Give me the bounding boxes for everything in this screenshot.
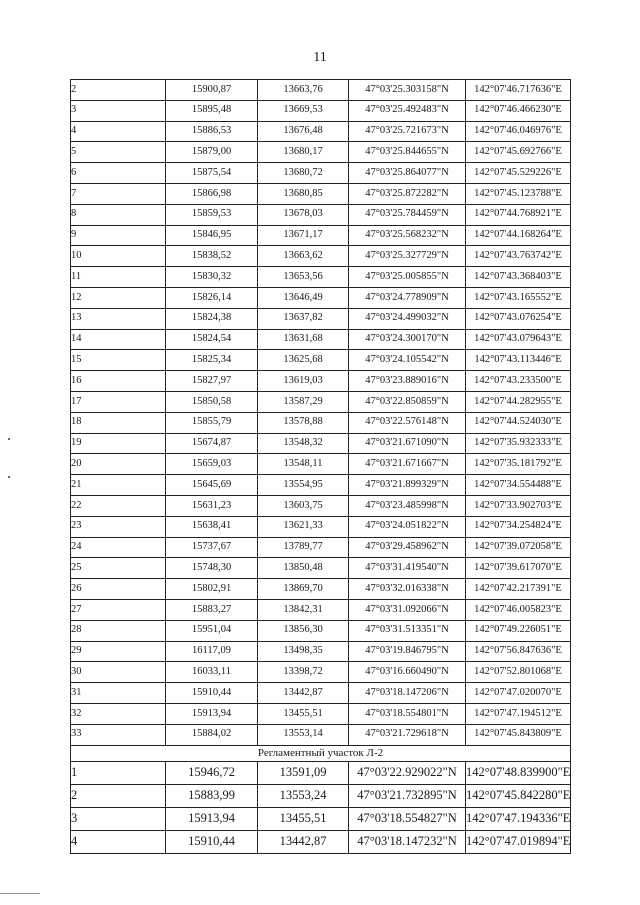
x-coordinate-cell: 15850,58: [166, 391, 258, 412]
latitude-cell: 47°03'25.327729"N: [349, 246, 466, 267]
y-coordinate-cell: 13548,11: [258, 454, 349, 475]
point-number-cell: 2: [71, 80, 166, 101]
longitude-cell: 142°07'39.617070"E: [466, 558, 571, 579]
table-row: [71, 662, 571, 683]
y-coordinate-cell: 13680,72: [258, 163, 349, 184]
point-number-cell: 27: [71, 599, 166, 620]
longitude-cell: 142°07'43.763742"E: [466, 246, 571, 267]
x-coordinate-cell: 15875,54: [166, 163, 258, 184]
x-coordinate-cell: 15946,72: [166, 761, 258, 784]
point-number-cell: 28: [71, 620, 166, 641]
x-coordinate-cell: 15659,03: [166, 454, 258, 475]
longitude-cell: 142°07'34.254824"E: [466, 516, 571, 537]
point-number-cell: 16: [71, 371, 166, 392]
point-number-cell: 23: [71, 516, 166, 537]
x-coordinate-cell: 15886,53: [166, 121, 258, 142]
y-coordinate-cell: 13621,33: [258, 516, 349, 537]
y-coordinate-cell: 13553,24: [258, 784, 349, 807]
margin-dot: [8, 476, 10, 478]
x-coordinate-cell: 15638,41: [166, 516, 258, 537]
longitude-cell: 142°07'39.072058"E: [466, 537, 571, 558]
x-coordinate-cell: 15802,91: [166, 579, 258, 600]
point-number-cell: 11: [71, 267, 166, 288]
point-number-cell: 24: [71, 537, 166, 558]
point-number-cell: 3: [71, 100, 166, 121]
table-row: [71, 475, 571, 496]
y-coordinate-cell: 13587,29: [258, 391, 349, 412]
point-number-cell: 8: [71, 204, 166, 225]
table-row: [71, 204, 571, 225]
x-coordinate-cell: 15855,79: [166, 412, 258, 433]
latitude-cell: 47°03'24.300170"N: [349, 329, 466, 350]
latitude-cell: 47°03'22.850859"N: [349, 391, 466, 412]
x-coordinate-cell: 15913,94: [166, 703, 258, 724]
latitude-cell: 47°03'18.147232"N: [349, 830, 466, 853]
latitude-cell: 47°03'23.485998"N: [349, 495, 466, 516]
x-coordinate-cell: 15631,23: [166, 495, 258, 516]
y-coordinate-cell: 13619,03: [258, 371, 349, 392]
x-coordinate-cell: 15900,87: [166, 80, 258, 101]
latitude-cell: 47°03'31.419540"N: [349, 558, 466, 579]
point-number-cell: 13: [71, 308, 166, 329]
latitude-cell: 47°03'21.899329"N: [349, 475, 466, 496]
table-row: [71, 391, 571, 412]
latitude-cell: 47°03'29.458962"N: [349, 537, 466, 558]
table-row: [71, 287, 571, 308]
y-coordinate-cell: 13553,14: [258, 724, 349, 745]
x-coordinate-cell: 15826,14: [166, 287, 258, 308]
table-row: [71, 80, 571, 101]
point-number-cell: 20: [71, 454, 166, 475]
latitude-cell: 47°03'25.784459"N: [349, 204, 466, 225]
x-coordinate-cell: 15748,30: [166, 558, 258, 579]
x-coordinate-cell: 16117,09: [166, 641, 258, 662]
coordinates-table: [70, 79, 571, 854]
table-row: [71, 121, 571, 142]
coordinates-table-body: [71, 80, 571, 746]
point-number-cell: 9: [71, 225, 166, 246]
point-number-cell: 22: [71, 495, 166, 516]
table-row: [71, 246, 571, 267]
latitude-cell: 47°03'31.092066"N: [349, 599, 466, 620]
longitude-cell: 142°07'47.194336"E: [466, 807, 571, 830]
x-coordinate-cell: 15913,94: [166, 807, 258, 830]
y-coordinate-cell: 13856,30: [258, 620, 349, 641]
latitude-cell: 47°03'24.051822"N: [349, 516, 466, 537]
longitude-cell: 142°07'45.123788"E: [466, 183, 571, 204]
y-coordinate-cell: 13789,77: [258, 537, 349, 558]
x-coordinate-cell: 15825,34: [166, 350, 258, 371]
table-row: [71, 183, 571, 204]
latitude-cell: 47°03'21.729618"N: [349, 724, 466, 745]
y-coordinate-cell: 13603,75: [258, 495, 349, 516]
longitude-cell: 142°07'42.217391"E: [466, 579, 571, 600]
x-coordinate-cell: 15824,54: [166, 329, 258, 350]
longitude-cell: 142°07'47.020070"E: [466, 683, 571, 704]
longitude-cell: 142°07'47.194512"E: [466, 703, 571, 724]
x-coordinate-cell: 15883,99: [166, 784, 258, 807]
table-row: [71, 537, 571, 558]
longitude-cell: 142°07'43.076254"E: [466, 308, 571, 329]
y-coordinate-cell: 13671,17: [258, 225, 349, 246]
point-number-cell: 31: [71, 683, 166, 704]
latitude-cell: 47°03'24.499032"N: [349, 308, 466, 329]
longitude-cell: 142°07'44.168264"E: [466, 225, 571, 246]
latitude-cell: 47°03'25.005855"N: [349, 267, 466, 288]
point-number-cell: 1: [71, 761, 166, 784]
page-number: 11: [313, 50, 327, 65]
point-number-cell: 30: [71, 662, 166, 683]
point-number-cell: 18: [71, 412, 166, 433]
latitude-cell: 47°03'16.660490"N: [349, 662, 466, 683]
y-coordinate-cell: 13663,76: [258, 80, 349, 101]
x-coordinate-cell: 16033,11: [166, 662, 258, 683]
y-coordinate-cell: 13591,09: [258, 761, 349, 784]
y-coordinate-cell: 13442,87: [258, 830, 349, 853]
x-coordinate-cell: 15838,52: [166, 246, 258, 267]
latitude-cell: 47°03'18.147206"N: [349, 683, 466, 704]
table-row: [71, 579, 571, 600]
longitude-cell: 142°07'43.233500"E: [466, 371, 571, 392]
footer-mark: [0, 893, 40, 894]
latitude-cell: 47°03'25.872282"N: [349, 183, 466, 204]
latitude-cell: 47°03'25.568232"N: [349, 225, 466, 246]
y-coordinate-cell: 13442,87: [258, 683, 349, 704]
margin-dot: [8, 438, 10, 440]
latitude-cell: 47°03'23.889016"N: [349, 371, 466, 392]
y-coordinate-cell: 13455,51: [258, 703, 349, 724]
latitude-cell: 47°03'25.864077"N: [349, 163, 466, 184]
y-coordinate-cell: 13663,62: [258, 246, 349, 267]
longitude-cell: 142°07'56.847636"E: [466, 641, 571, 662]
point-number-cell: 33: [71, 724, 166, 745]
table-row: [71, 516, 571, 537]
point-number-cell: 29: [71, 641, 166, 662]
table-row: [71, 495, 571, 516]
latitude-cell: 47°03'22.576148"N: [349, 412, 466, 433]
table-row: [71, 641, 571, 662]
point-number-cell: 19: [71, 433, 166, 454]
x-coordinate-cell: 15645,69: [166, 475, 258, 496]
longitude-cell: 142°07'43.165552"E: [466, 287, 571, 308]
x-coordinate-cell: 15830,32: [166, 267, 258, 288]
y-coordinate-cell: 13637,82: [258, 308, 349, 329]
latitude-cell: 47°03'21.671667"N: [349, 454, 466, 475]
table-row: [71, 784, 571, 807]
latitude-cell: 47°03'24.105542"N: [349, 350, 466, 371]
table-row: [71, 308, 571, 329]
x-coordinate-cell: 15910,44: [166, 830, 258, 853]
section-l2-table-body: [71, 761, 571, 853]
point-number-cell: 10: [71, 246, 166, 267]
longitude-cell: 142°07'45.529226"E: [466, 163, 571, 184]
point-number-cell: 2: [71, 784, 166, 807]
table-row: [71, 433, 571, 454]
x-coordinate-cell: 15883,27: [166, 599, 258, 620]
longitude-cell: 142°07'48.839900"E: [466, 761, 571, 784]
x-coordinate-cell: 15846,95: [166, 225, 258, 246]
table-row: [71, 225, 571, 246]
y-coordinate-cell: 13678,03: [258, 204, 349, 225]
longitude-cell: 142°07'45.842280"E: [466, 784, 571, 807]
point-number-cell: 12: [71, 287, 166, 308]
table-row: [71, 807, 571, 830]
table-row: [71, 683, 571, 704]
table-row: [71, 412, 571, 433]
table-row: [71, 267, 571, 288]
table-row: [71, 350, 571, 371]
point-number-cell: 14: [71, 329, 166, 350]
longitude-cell: 142°07'35.932333"E: [466, 433, 571, 454]
latitude-cell: 47°03'18.554827"N: [349, 807, 466, 830]
longitude-cell: 142°07'35.181792"E: [466, 454, 571, 475]
y-coordinate-cell: 13625,68: [258, 350, 349, 371]
table-row: [71, 142, 571, 163]
point-number-cell: 26: [71, 579, 166, 600]
point-number-cell: 4: [71, 121, 166, 142]
section-header-row: [71, 745, 571, 761]
table-row: [71, 100, 571, 121]
table-row: [71, 454, 571, 475]
longitude-cell: 142°07'46.046976"E: [466, 121, 571, 142]
y-coordinate-cell: 13680,17: [258, 142, 349, 163]
table-row: [71, 703, 571, 724]
longitude-cell: 142°07'43.079643"E: [466, 329, 571, 350]
y-coordinate-cell: 13578,88: [258, 412, 349, 433]
x-coordinate-cell: 15884,02: [166, 724, 258, 745]
x-coordinate-cell: 15824,38: [166, 308, 258, 329]
x-coordinate-cell: 15951,04: [166, 620, 258, 641]
y-coordinate-cell: 13842,31: [258, 599, 349, 620]
point-number-cell: 7: [71, 183, 166, 204]
y-coordinate-cell: 13398,72: [258, 662, 349, 683]
latitude-cell: 47°03'32.016338"N: [349, 579, 466, 600]
x-coordinate-cell: 15827,97: [166, 371, 258, 392]
longitude-cell: 142°07'46.005823"E: [466, 599, 571, 620]
longitude-cell: 142°07'49.226051"E: [466, 620, 571, 641]
y-coordinate-cell: 13646,49: [258, 287, 349, 308]
latitude-cell: 47°03'21.671090"N: [349, 433, 466, 454]
point-number-cell: 3: [71, 807, 166, 830]
latitude-cell: 47°03'24.778909"N: [349, 287, 466, 308]
x-coordinate-cell: 15895,48: [166, 100, 258, 121]
y-coordinate-cell: 13455,51: [258, 807, 349, 830]
longitude-cell: 142°07'43.368403"E: [466, 267, 571, 288]
y-coordinate-cell: 13676,48: [258, 121, 349, 142]
latitude-cell: 47°03'18.554801"N: [349, 703, 466, 724]
y-coordinate-cell: 13631,68: [258, 329, 349, 350]
latitude-cell: 47°03'25.303158"N: [349, 80, 466, 101]
point-number-cell: 5: [71, 142, 166, 163]
y-coordinate-cell: 13850,48: [258, 558, 349, 579]
y-coordinate-cell: 13548,32: [258, 433, 349, 454]
point-number-cell: 25: [71, 558, 166, 579]
latitude-cell: 47°03'25.721673"N: [349, 121, 466, 142]
longitude-cell: 142°07'44.768921"E: [466, 204, 571, 225]
table-row: [71, 329, 571, 350]
latitude-cell: 47°03'21.732895"N: [349, 784, 466, 807]
y-coordinate-cell: 13669,53: [258, 100, 349, 121]
table-row: [71, 724, 571, 745]
latitude-cell: 47°03'25.492483"N: [349, 100, 466, 121]
x-coordinate-cell: 15866,98: [166, 183, 258, 204]
table-row: [71, 558, 571, 579]
x-coordinate-cell: 15674,87: [166, 433, 258, 454]
point-number-cell: 17: [71, 391, 166, 412]
latitude-cell: 47°03'22.929022"N: [349, 761, 466, 784]
point-number-cell: 15: [71, 350, 166, 371]
x-coordinate-cell: 15910,44: [166, 683, 258, 704]
x-coordinate-cell: 15859,53: [166, 204, 258, 225]
longitude-cell: 142°07'44.524030"E: [466, 412, 571, 433]
latitude-cell: 47°03'31.513351"N: [349, 620, 466, 641]
y-coordinate-cell: 13498,35: [258, 641, 349, 662]
longitude-cell: 142°07'34.554488"E: [466, 475, 571, 496]
table-row: [71, 830, 571, 853]
x-coordinate-cell: 15737,67: [166, 537, 258, 558]
longitude-cell: 142°07'47.019894"E: [466, 830, 571, 853]
longitude-cell: 142°07'45.692766"E: [466, 142, 571, 163]
y-coordinate-cell: 13653,56: [258, 267, 349, 288]
latitude-cell: 47°03'19.846795"N: [349, 641, 466, 662]
x-coordinate-cell: 15879,00: [166, 142, 258, 163]
point-number-cell: 21: [71, 475, 166, 496]
longitude-cell: 142°07'45.843809"E: [466, 724, 571, 745]
point-number-cell: 4: [71, 830, 166, 853]
table-row: [71, 163, 571, 184]
longitude-cell: 142°07'44.282955"E: [466, 391, 571, 412]
longitude-cell: 142°07'46.466230"E: [466, 100, 571, 121]
table-row: [71, 371, 571, 392]
point-number-cell: 32: [71, 703, 166, 724]
longitude-cell: 142°07'33.902703"E: [466, 495, 571, 516]
y-coordinate-cell: 13869,70: [258, 579, 349, 600]
longitude-cell: 142°07'52.801068"E: [466, 662, 571, 683]
y-coordinate-cell: 13680,85: [258, 183, 349, 204]
table-row: [71, 761, 571, 784]
table-row: [71, 599, 571, 620]
y-coordinate-cell: 13554,95: [258, 475, 349, 496]
latitude-cell: 47°03'25.844655"N: [349, 142, 466, 163]
table-row: [71, 620, 571, 641]
longitude-cell: 142°07'46.717636"E: [466, 80, 571, 101]
point-number-cell: 6: [71, 163, 166, 184]
section-title: Регламентный участок Л-2: [71, 745, 571, 761]
longitude-cell: 142°07'43.113446"E: [466, 350, 571, 371]
